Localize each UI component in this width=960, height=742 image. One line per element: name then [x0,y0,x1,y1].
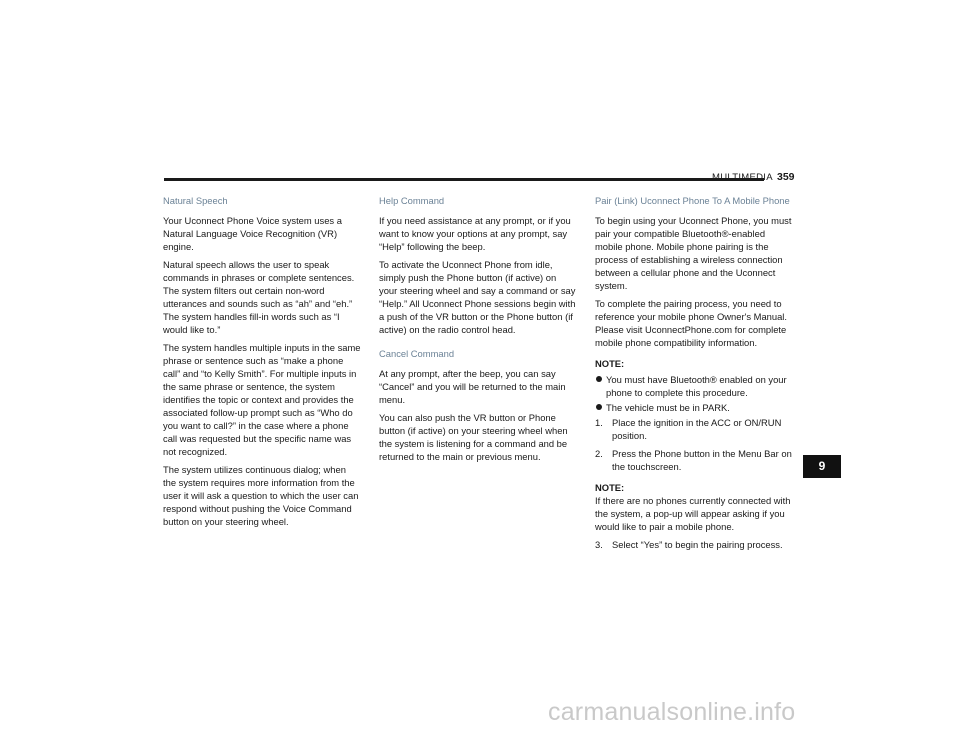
step-text: Press the Phone button in the Menu Bar on the touchscreen. [612,448,792,472]
paragraph: To begin using your Uconnect Phone, you must pair your compatible Bluetooth®-enabled mobile phone. Mobile phone pairing is the process of establishing a wireless connection between a cellular phone and the Uconnect system. [595,215,792,291]
heading-pair-phone: Pair (Link) Uconnect Phone To A Mobile Phone [595,195,790,206]
paragraph: If you need assistance at any prompt, or if you want to know your options at any prompt, say “Help” following the beep. [379,215,571,252]
heading-natural-speech: Natural Speech [163,195,228,206]
bullet-text: The vehicle must be in PARK. [606,402,730,413]
step-number: 3. [595,539,603,550]
paragraph: The system utilizes continuous dialog; when the system requires more information from the user it will ask a question to which the user can respond without pushing the Voice Command button on your steering wheel. [163,464,359,527]
bullet-icon [596,376,602,382]
paragraph: You can also push the VR button or Phone button (if active) on your steering wheel when the system is listening for a command and be returned to the main or previous menu. [379,412,568,462]
column-natural-speech [163,195,361,533]
list-item [595,373,793,399]
note-bullet-list [595,373,793,414]
column-pairing [595,195,793,556]
bullet-icon [596,404,602,410]
paragraph: The system handles multiple inputs in the same phrase or sentence such as “make a phone call” and “to Kelly Smith”. For multiple inputs in the same phrase or sentence, the system identifies the topic or context and provides the associated follow-up prompt such as “Who do you want to call?” in the case where a phone call was requested but the specific name was not recognized. [163,342,361,457]
note-text: If there are no phones currently connected with the system, a pop-up will appear asking if you would like to pair a mobile phone. [595,495,791,532]
step-text: Place the ignition in the ACC or ON/RUN position. [612,417,782,441]
step-item [595,447,793,473]
note-label: NOTE: [595,482,625,493]
paragraph: To activate the Uconnect Phone from idle, simply push the Phone button (if active) on your steering wheel and say a command or say “Help.” All Uconnect Phone sessions begin with a push of the VR button or the Phone button (if active) on the radio control head. [379,259,576,335]
section-title: MULTIMEDIA [712,172,773,183]
column-help-cancel [379,195,577,468]
step-number: 2. [595,448,603,459]
bullet-text: You must have Bluetooth® enabled on your phone to complete this procedure. [606,374,787,398]
paragraph: Natural speech allows the user to speak commands in phrases or complete sentences. The system filters out certain non-word utterances and sounds such as “ah” and “eh.” The system handles fill-in words such as “I would like to.” [163,259,355,335]
heading-help-command: Help Command [379,195,445,206]
watermark: carmanualsonline.info [548,698,796,726]
page-number: 359 [777,171,795,183]
note-label: NOTE: [595,358,625,369]
list-item [595,401,793,414]
paragraph: Your Uconnect Phone Voice system uses a Natural Language Voice Recognition (VR) engine. [163,215,342,252]
step-text: Select “Yes” to begin the pairing process. [612,539,783,550]
heading-cancel-command: Cancel Command [379,348,455,359]
paragraph: At any prompt, after the beep, you can say “Cancel” and you will be returned to the main menu. [379,368,566,405]
step-item [595,538,793,551]
step-item [595,416,793,442]
header-rule [164,178,764,181]
chapter-tab: 9 [803,455,841,478]
paragraph: To complete the pairing process, you need to reference your mobile phone Owner's Manual. Please visit UconnectPhone.com for complete mobile phone compatibility information. [595,298,787,348]
step-number: 1. [595,417,603,428]
